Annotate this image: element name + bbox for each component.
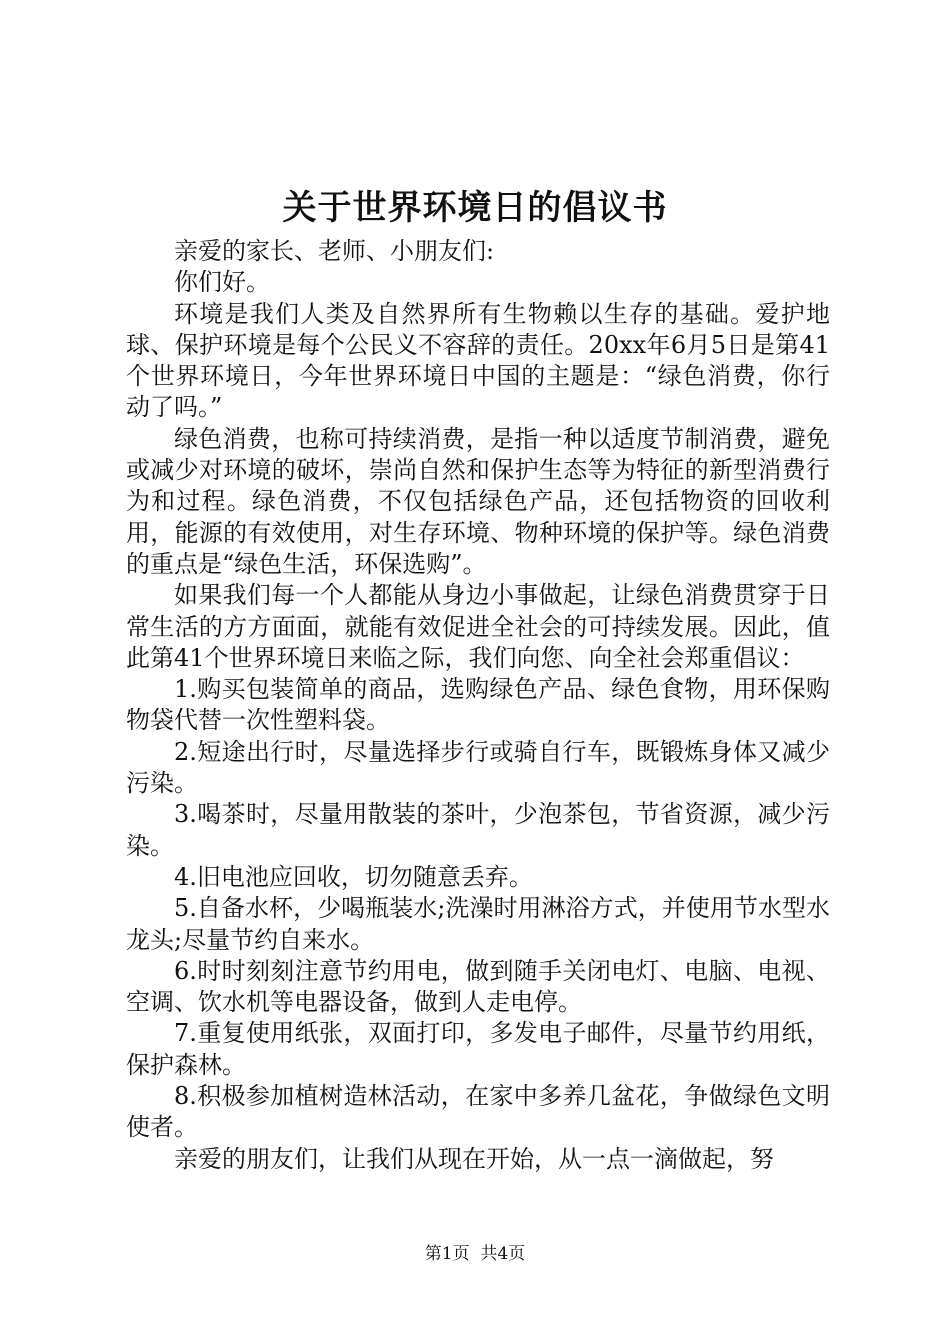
proposal-item-8: 8.积极参加植树造林活动，在家中多养几盆花，争做绿色文明使者。 — [126, 1082, 830, 1142]
paragraph-green-consumption: 绿色消费，也称可持续消费，是指一种以适度节制消费，避免或减少对环境的破坏，崇尚自然和保护生态等为特征的新型消费行为和过程。绿色消费，不仅包括绿色产品，还包括物资的回收利用，能源的有效使用，对生存环境、物种环境的保护等。绿色消费的重点是“绿色生活，环保选购”。 — [126, 424, 830, 578]
proposal-item-6: 6.时时刻刻注意节约用电，做到随手关闭电灯、电脑、电视、空调、饮水机等电器设备，做到人走电停。 — [126, 956, 830, 1017]
salutation: 亲爱的家长、老师、小朋友们: — [174, 237, 495, 265]
page-number: 第1页 共4页 — [424, 1244, 526, 1264]
proposal-item-4: 4.旧电池应回收，切勿随意丢弃。 — [174, 862, 533, 891]
proposal-item-5: 5.自备水杯，少喝瓶装水;洗澡时用淋浴方式，并使用节水型水龙头;尽量节约自来水。 — [126, 894, 830, 954]
proposal-item-7: 7.重复使用纸张，双面打印，多发电子邮件，尽量节约用纸，保护森林。 — [126, 1019, 830, 1079]
greeting: 你们好。 — [174, 268, 270, 297]
proposal-item-2: 2.短途出行时，尽量选择步行或骑自行车，既锻炼身体又减少污染。 — [126, 737, 830, 798]
paragraph-proposal: 如果我们每一个人都能从身边小事做起，让绿色消费贯穿于日常生活的方方面面，就能有效促进全社会的可持续发展。因此，值此第41个世界环境日来临之际，我们向您、向全社会郑重倡议： — [126, 581, 830, 672]
proposal-item-3: 3.喝茶时，尽量用散装的茶叶，少泡茶包，节省资源，减少污染。 — [126, 800, 830, 860]
document-body — [126, 236, 830, 1175]
page-footer — [0, 1242, 950, 1266]
proposal-item-1: 1.购买包装简单的商品，选购绿色产品、绿色食物，用环保购物袋代替一次性塑料袋。 — [126, 675, 830, 735]
document-title: 关于世界环境日的倡议书 — [282, 188, 668, 228]
closing-paragraph: 亲爱的朋友们，让我们从现在开始，从一点一滴做起，努 — [174, 1144, 774, 1173]
paragraph-intro: 环境是我们人类及自然界所有生物赖以生存的基础。爱护地球、保护环境是每个公民义不容辞的责任。20xx年6月5日是第41个世界环境日，今年世界环境日中国的主题是：“绿色消费，你行动了吗。” — [126, 299, 830, 422]
